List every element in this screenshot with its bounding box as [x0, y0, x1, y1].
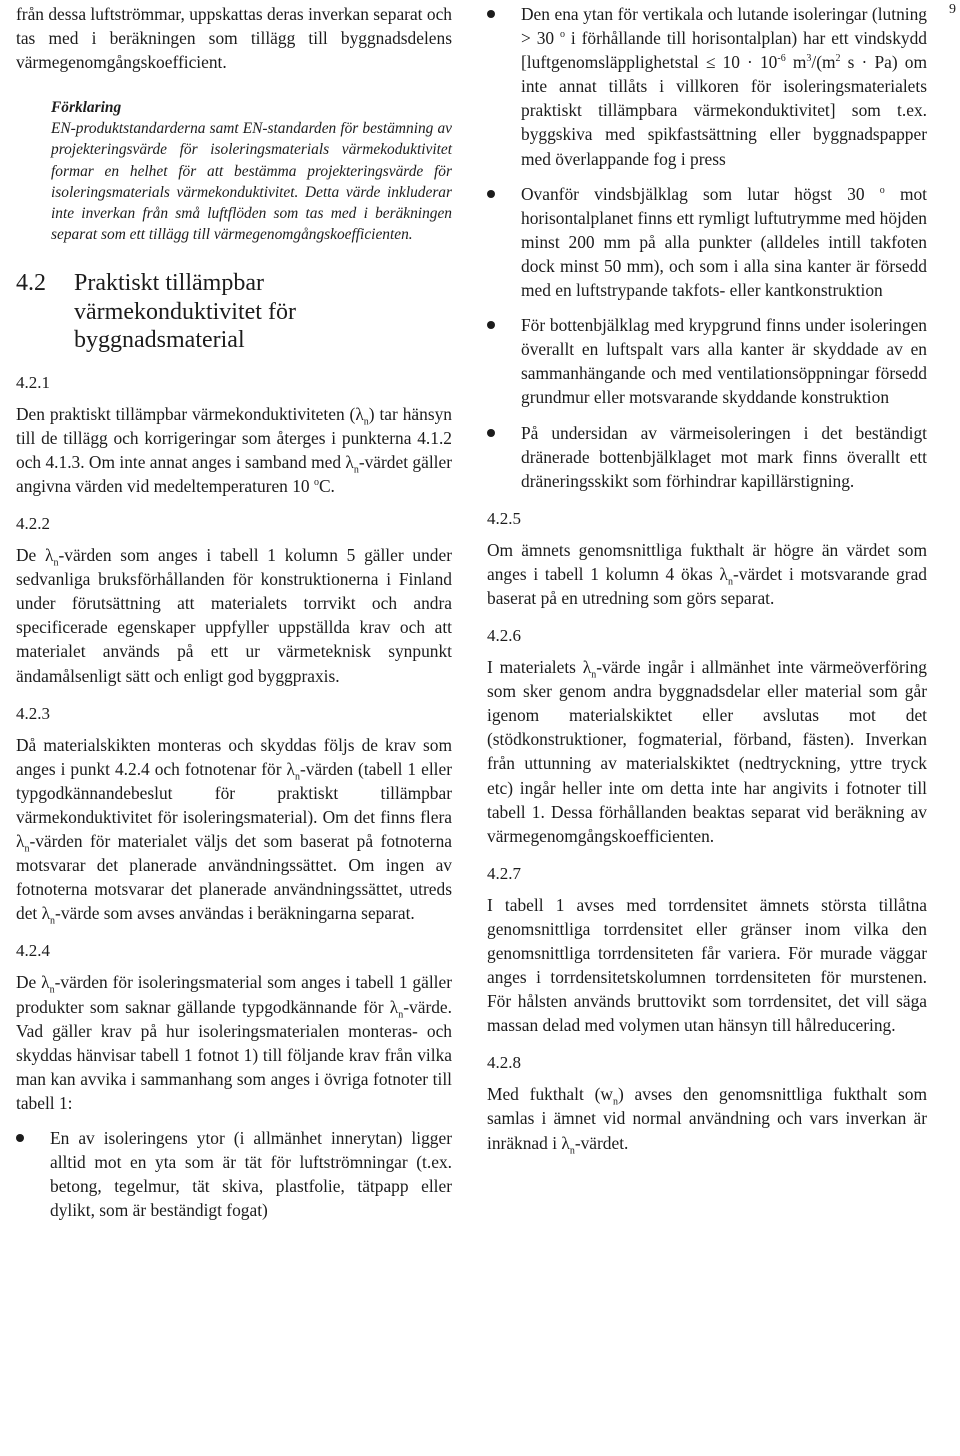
subsection-4-2-1-text: Den praktiskt tillämpbar värmekonduktiviteten $(\lambda_n)$ tar hänsyn till de tillägg och korrigeringar som återges i punkterna 4.1.2 och 4.1.3. Om inte annat anges i samband med $\lambda_n$-värdet gäller angivna värden vid medeltemperaturen 10 $^o$C. — [16, 403, 452, 496]
list-item: På undersidan av värmeisoleringen i det beständigt dränerade bottenbjälklaget mot mark finns överallt ett dräneringsskikt som förhindrar kapillärstigning. — [487, 421, 927, 493]
list-item: För bottenbjälklag med krypgrund finns under isoleringen överallt en luftspalt vars alla kanter är skyddade av en sammanhängande och med ventilationsöppningar försedd grundmur eller motsvarande skyddande konstruktion — [487, 313, 927, 409]
left-column — [16, 2, 452, 1222]
list-item: Den ena ytan för vertikala och lutande isoleringar (lutning > 30 $^o$ i förhållande till horisontalplan) har ett vindskydd [luftgenomsläpplighetstal ≤ $10 \cdot 10^{-6}$ $m^3/(m^2$ s · Pa) om inte annat tillåts i villkoren för isoleringsmaterialets praktiskt tillämpbara värmekonduktivitet] som t.ex. byggskiva med spikfastsättning eller byggnadspapper med överlappande fog i press — [487, 2, 927, 171]
requirements-list — [16, 1126, 452, 1222]
requirements-list-continued — [487, 2, 927, 493]
explanation-text: EN-produktstandarderna samt EN-standarden för bestämning av projekteringsvärde för isoleringsmaterials värmekoduktivitet formar en helhet för att bestämma projekteringsvärde för isoleringsmaterials värmekonduktivitet. Detta värde inkluderar inte inverkan från små luftflöden som tas med i beräkningen separat som ett tillägg till värmegenomgångskoefficienten. — [51, 120, 452, 243]
subsection-4-2-2-number: 4.2.2 — [16, 514, 50, 534]
subsection-4-2-7-text: I tabell 1 avses med torrdensitet ämnets största tillåtna genomsnittliga torrdensitet eller gränser inom vilka den genomsnittliga torrdensiteten får variera. För murade väggar anges i torrdensitetskolumnen torrdensiteten för murstenen. För hålsten används bruttovikt som torrdensitet, det vill säga massan delad med volymen utan hänsyn till hålreducering. — [487, 894, 927, 1036]
subsection-4-2-6-number: 4.2.6 — [487, 626, 521, 646]
subsection-4-2-2-text: De $\lambda_n$-värden som anges i tabell 1 kolumn 5 gäller under sedvanliga bruksförhållanden för konstruktionerna i Finland under förutsättning att materialets torrvikt och andra specificerade egenskaper uppfyller uppställda krav och att materialet används på ett ur värmeteknisk synpunkt ändamålsenligt sätt och enligt god byggpraxis. — [16, 545, 452, 686]
section-number: 4.2 — [16, 269, 46, 296]
subsection-4-2-5-number: 4.2.5 — [487, 508, 521, 528]
page-number: 9 — [949, 2, 956, 17]
subsection-4-2-3-number: 4.2.3 — [16, 703, 50, 723]
subsection-4-2-7-number: 4.2.7 — [487, 863, 521, 883]
bullet-icon — [487, 10, 495, 18]
subsection-4-2-5-text: Om ämnets genomsnittliga fukthalt är högre än värdet som anges i tabell 1 kolumn 4 ökas $\lambda_n$-värdet i motsvarande grad baserat på en utredning som görs separat. — [487, 539, 927, 608]
subsection-4-2-4-number: 4.2.4 — [16, 941, 50, 961]
subsection-4-2-3-text: Då materialskikten monteras och skyddas följs de krav som anges i punkt 4.2.4 och fotnotenar för $\lambda_n$-värden (tabell 1 eller typgodkännandebeslut för praktiskt tillämpbar värmekonduktivitet för isoleringsmaterial). Om det finns flera $\lambda_n$-värden för materialet väljs det som baserat på fotnoterna motsvarar det planerade användningssättet. Om ingen av fotnoterna motsvarar det planerade användningssättet, utreds $\det \lambda_n$-värde som avses användas i beräkningarna separat. — [16, 734, 452, 927]
right-column — [487, 2, 927, 1155]
subsection-4-2-8-number: 4.2.8 — [487, 1053, 521, 1073]
bullet-icon — [16, 1134, 24, 1142]
intro-paragraph: från dessa luftströmmar, uppskattas deras inverkan separat och tas med i beräkningen som tillägg till byggnadsdelens värmegenomgångskoefficient. — [16, 4, 452, 73]
section-title: Praktiskt tillämpbar värmekonduktivitet för byggnadsmaterial — [74, 269, 296, 354]
bullet-icon — [487, 190, 495, 198]
subsection-4-2-6-text: I materialets $\lambda_n$-värde ingår i allmänhet inte värmeöverföring som sker genom andra byggnadsdelar eller material som går igenom materialskiktet eller avslutas mot det (stödkonstruktioner, fogmaterial, förband, fästen). Inverkan från uttunning av materialskiktet (nedtryckning, yttre tryck etc) ingår heller inte om detta inte har angivits i fotnoter till tabell 1. Dessa förhållanden beaktas separat vid beräkning av värmegenomgångskoefficienten. — [487, 657, 927, 846]
subsection-4-2-8-text: Med fukthalt $(w_n)$ avses den genomsnittliga fukthalt som samlas i ämnet vid normal användning och vars inverkan är inräknad i $\lambda_n$-värdet. — [487, 1084, 927, 1157]
explanation-heading: Förklaring — [51, 99, 122, 117]
bullet-icon — [487, 321, 495, 329]
bullet-icon — [487, 429, 495, 437]
list-item: Ovanför vindsbjälklag som lutar högst 30 $^o$ mot horisontalplanet finns ett rymligt luftutrymme med höjden minst 200 mm på alla punkter (alldeles intill takfoten dock minst 50 mm), och som i alla sina kanter är försedd med en luftstrypande takfots- eller kantkonstruktion — [487, 182, 927, 302]
subsection-4-2-1-number: 4.2.1 — [16, 372, 50, 392]
section-heading — [16, 269, 452, 355]
subsection-4-2-4-text: De $\lambda_n$-värden för isoleringsmaterial som anges i tabell 1 gäller produkter som saknar gällande typgodkännande för $\lambda_n$-värde. Vad gäller krav på hur isoleringsmaterialen monteras- och skyddas hänvisar tabell 1 fotnot 1) till följande krav från vilka man kan avvika i sammanhang som anges i övriga fotnoter till tabell 1: — [16, 972, 453, 1113]
list-item: En av isoleringens ytor (i allmänhet innerytan) ligger alltid mot en yta som är tät för luftströmningar (t.ex. betong, tegelmur, tät skiva, plastfolie, tätpapp eller dylikt, som är beständigt fogat) — [16, 1126, 452, 1222]
explanation-box — [51, 97, 452, 245]
